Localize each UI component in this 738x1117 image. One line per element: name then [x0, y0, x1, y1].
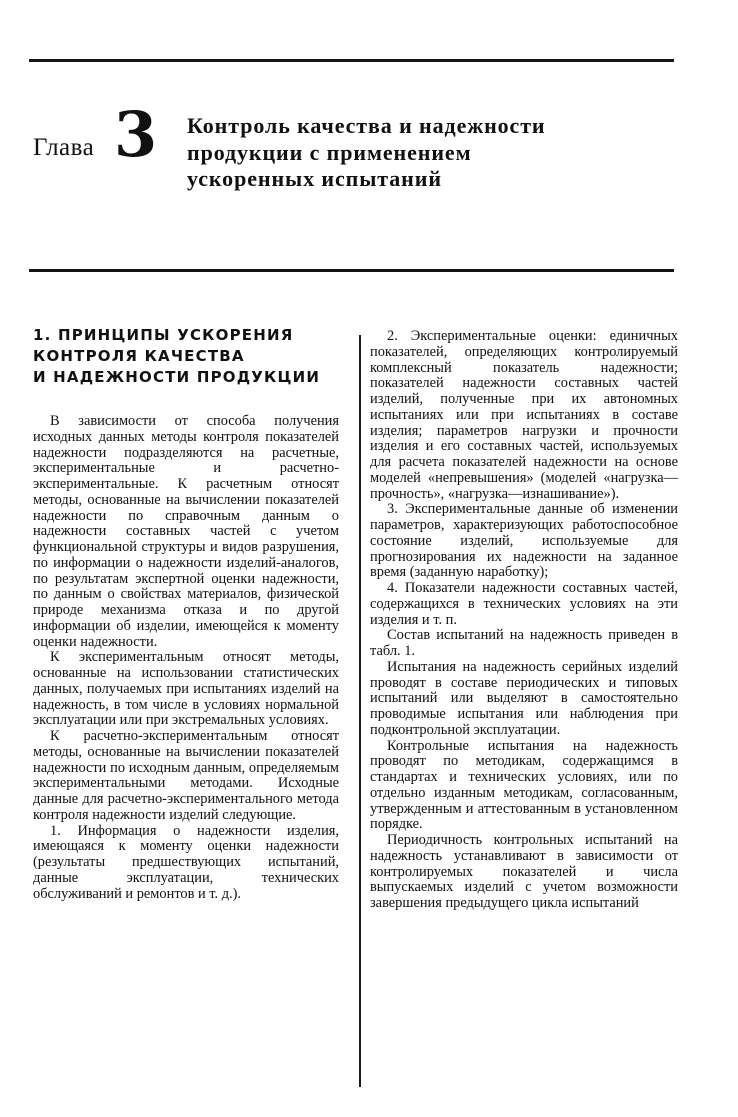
section-heading-line: 1. ПРИНЦИПЫ УСКОРЕНИЯ	[33, 326, 294, 344]
right-column	[370, 329, 678, 912]
paragraph: Контрольные испытания на надежность проводят по методикам, содержащимся в стандартах и технических условиях, или по отдельно изданным методикам, согласованным, утвержденным и аттестованным в установленном порядке.	[370, 737, 678, 833]
chapter-title-line: Контроль качества и надежности	[187, 113, 546, 138]
chapter-title	[187, 113, 617, 193]
paragraph: К расчетно-экспериментальным относят методы, основанные на вычислении показателей надежности по исходным данным, определяемым экспериментальными методами. Исходные данные для расчетно-экспериментального метода контроля надежности изделий следующие.	[33, 728, 339, 823]
bottom-rule	[29, 269, 674, 272]
chapter-title-line: продукции с применением	[187, 139, 472, 165]
paragraph: 2. Экспериментальные оценки: единичных показателей, определяющих контролируемый комплексный показатель надежности; показателей надежности составных частей изделий, полученные при их автономных испытаниях или при испытаниях в составе изделия; параметров нагрузки и прочности изделия и его составных частей, используемых для расчета показателей надежности на основе моделей «непревышения» (моделей «нагрузка—прочность», «нагрузка—изнашивание»).	[370, 328, 678, 502]
section-heading	[33, 325, 339, 388]
paragraph: 4. Показатели надежности составных частей, содержащихся в технических условиях на эти изделия и т. п.	[370, 580, 678, 628]
chapter-title-line: ускоренных испытаний	[187, 166, 442, 191]
paragraph: В зависимости от способа получения исходных данных методы контроля показателей надежности подразделяются на расчетные, экспериментальные и расчетно-экспериментальные. К расчетным относят методы, основанные на вычислении показателей надежности по справочным данным о надежности составных частей с учетом функциональной структуры и видов разрушения, по информации о надежности изделий-аналогов, по результатам экспертной оценки надежности, по данным о свойствах материалов, физической природе механизма отказа и по другой информации об изделии, имеющейся к моменту оценки надежности.	[33, 413, 339, 650]
section-heading-line: КОНТРОЛЯ КАЧЕСТВА	[33, 347, 245, 365]
paragraph: 1. Информация о надежности изделия, имеющаяся к моменту оценки надежности (результаты предшествующих испытаний, данные эксплуатации, технических обслуживаний и ремонтов и т. д.).	[33, 822, 339, 902]
paragraph: Периодичность контрольных испытаний на надежность устанавливают в зависимости от контролируемых показателей и числа выпускаемых изделий с учетом возможности завершения предыдущего цикла испытаний	[370, 832, 678, 911]
paragraph: Состав испытаний на надежность приведен в табл. 1.	[370, 627, 678, 659]
left-column	[33, 325, 339, 902]
column-divider	[359, 335, 361, 1087]
chapter-number: 3	[114, 98, 158, 171]
paragraph: 3. Экспериментальные данные об изменении параметров, характеризующих работоспособное состояние изделий, используемые для прогнозирования их надежности на заданное время (заданную наработку);	[370, 501, 678, 581]
section-heading-line: И НАДЕЖНОСТИ ПРОДУКЦИИ	[33, 368, 321, 386]
paragraph: Испытания на надежность серийных изделий проводят в составе периодических и типовых испытаний или выделяют в самостоятельно проводимые испытания или наблюдения при подконтрольной эксплуатации.	[370, 658, 678, 738]
paragraph: К экспериментальным относят методы, основанные на использовании статистических данных, получаемых при испытаниях изделий на надежность, в том числе в условиях нормальной эксплуатации или при экстремальных условиях.	[33, 649, 339, 729]
top-rule	[29, 59, 674, 62]
chapter-label: Глава	[33, 134, 95, 161]
